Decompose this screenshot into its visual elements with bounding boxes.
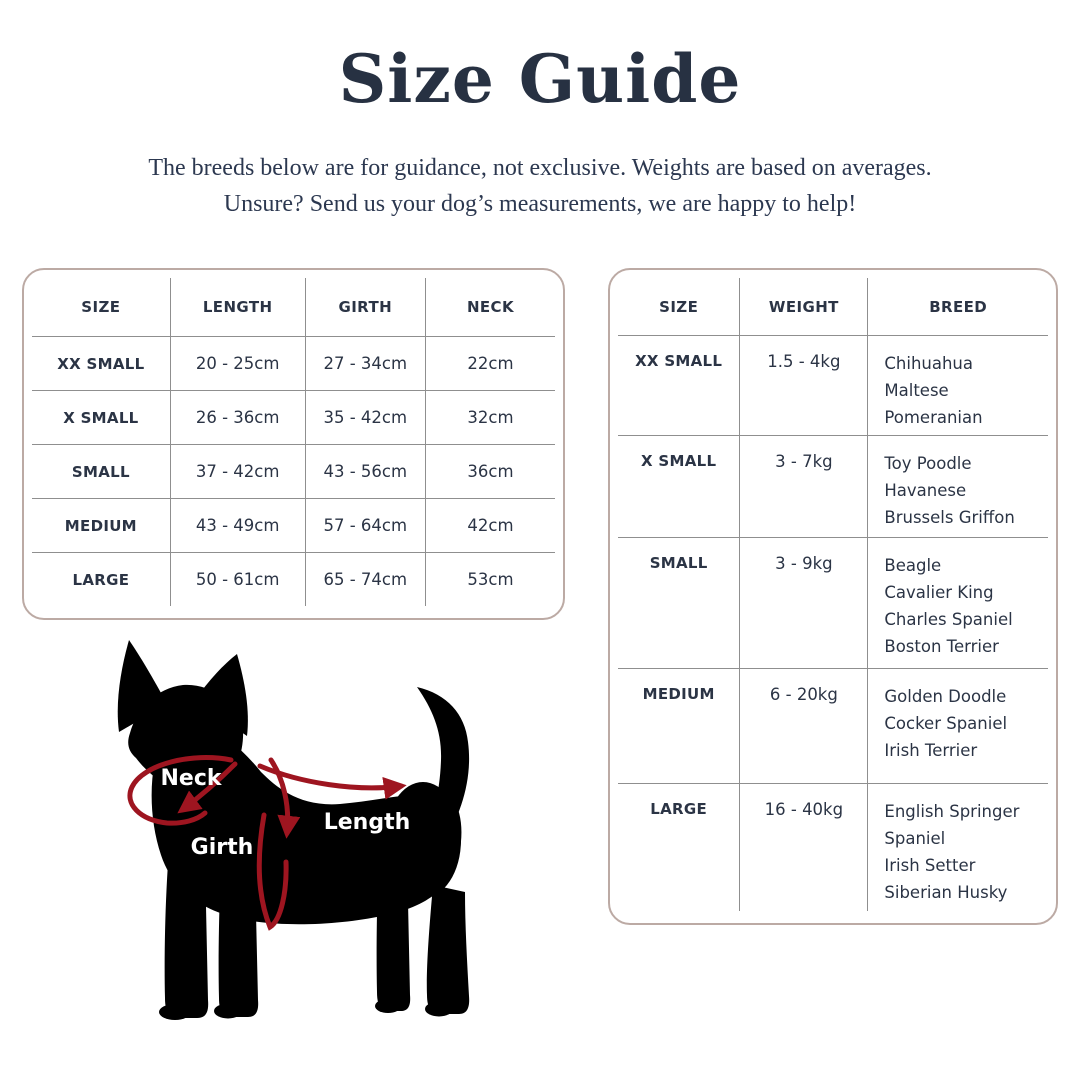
dog-measurement-diagram: [85, 630, 555, 1060]
breed-name: English Springer: [884, 802, 1020, 821]
girth-value: 65 - 74cm: [305, 552, 425, 606]
neck-value: 32cm: [425, 390, 555, 444]
breed-name: Cavalier King: [884, 583, 994, 602]
neck-value: 42cm: [425, 498, 555, 552]
size-label: XX SMALL: [32, 336, 170, 390]
weight-value: 3 - 9kg: [739, 537, 867, 668]
neck-value: 22cm: [425, 336, 555, 390]
breed-name: Spaniel: [884, 829, 946, 848]
breed-name: Toy Poodle: [884, 454, 972, 473]
breed-list: [867, 537, 1048, 668]
breed-name: Pomeranian: [884, 408, 983, 427]
size-label: LARGE: [32, 552, 170, 606]
column-header: NECK: [425, 278, 555, 336]
breed-name: Charles Spaniel: [884, 610, 1013, 629]
size-label: MEDIUM: [32, 498, 170, 552]
size-label: SMALL: [618, 537, 739, 668]
dog-silhouette-icon: [118, 640, 469, 1020]
length-value: 37 - 42cm: [170, 444, 305, 498]
girth-value: 57 - 64cm: [305, 498, 425, 552]
breed-name: Golden Doodle: [884, 687, 1007, 706]
column-header: WEIGHT: [739, 278, 867, 335]
breed-name: Maltese: [884, 381, 949, 400]
breed-list: [867, 668, 1048, 783]
subtitle-line-2: Unsure? Send us your dog’s measurements, we are happy to help!: [223, 191, 857, 217]
size-label: MEDIUM: [618, 668, 739, 783]
breed-name: Havanese: [884, 481, 967, 500]
breed-name: Brussels Griffon: [884, 508, 1015, 527]
size-label: SMALL: [32, 444, 170, 498]
breed-name: Boston Terrier: [884, 637, 999, 656]
breed-name: Cocker Spaniel: [884, 714, 1008, 733]
weight-value: 3 - 7kg: [739, 435, 867, 537]
column-header: BREED: [867, 278, 1048, 335]
size-label: XX SMALL: [618, 335, 739, 435]
column-header: GIRTH: [305, 278, 425, 336]
length-value: 20 - 25cm: [170, 336, 305, 390]
column-header: SIZE: [81, 298, 121, 316]
breed-list: [867, 435, 1048, 537]
breed-name: Beagle: [884, 556, 942, 575]
girth-value: 35 - 42cm: [305, 390, 425, 444]
breed-list: [867, 783, 1048, 911]
weight-breed-table: [608, 268, 1058, 925]
column-header: SIZE: [659, 297, 699, 316]
length-value: 50 - 61cm: [170, 552, 305, 606]
weight-value: 1.5 - 4kg: [739, 335, 867, 435]
page-title: Size Guide: [338, 40, 742, 118]
size-label: X SMALL: [618, 435, 739, 537]
breed-name: Irish Terrier: [884, 741, 978, 760]
size-label: X SMALL: [32, 390, 170, 444]
girth-label: Girth: [190, 835, 254, 860]
page-subtitle: [0, 150, 1080, 222]
girth-value: 27 - 34cm: [305, 336, 425, 390]
neck-label: Neck: [160, 766, 222, 791]
subtitle-line-1: The breeds below are for guidance, not exclusive. Weights are based on averages.: [148, 155, 932, 181]
breed-name: Siberian Husky: [884, 883, 1008, 902]
breed-list: [867, 335, 1048, 435]
weight-value: 6 - 20kg: [739, 668, 867, 783]
length-value: 43 - 49cm: [170, 498, 305, 552]
breed-name: Irish Setter: [884, 856, 976, 875]
weight-value: 16 - 40kg: [739, 783, 867, 911]
column-header: LENGTH: [170, 278, 305, 336]
length-value: 26 - 36cm: [170, 390, 305, 444]
breed-name: Chihuahua: [884, 354, 974, 373]
girth-value: 43 - 56cm: [305, 444, 425, 498]
neck-value: 53cm: [425, 552, 555, 606]
neck-value: 36cm: [425, 444, 555, 498]
length-label: Length: [323, 810, 411, 835]
size-measurement-table: [22, 268, 565, 620]
size-label: LARGE: [618, 783, 739, 911]
